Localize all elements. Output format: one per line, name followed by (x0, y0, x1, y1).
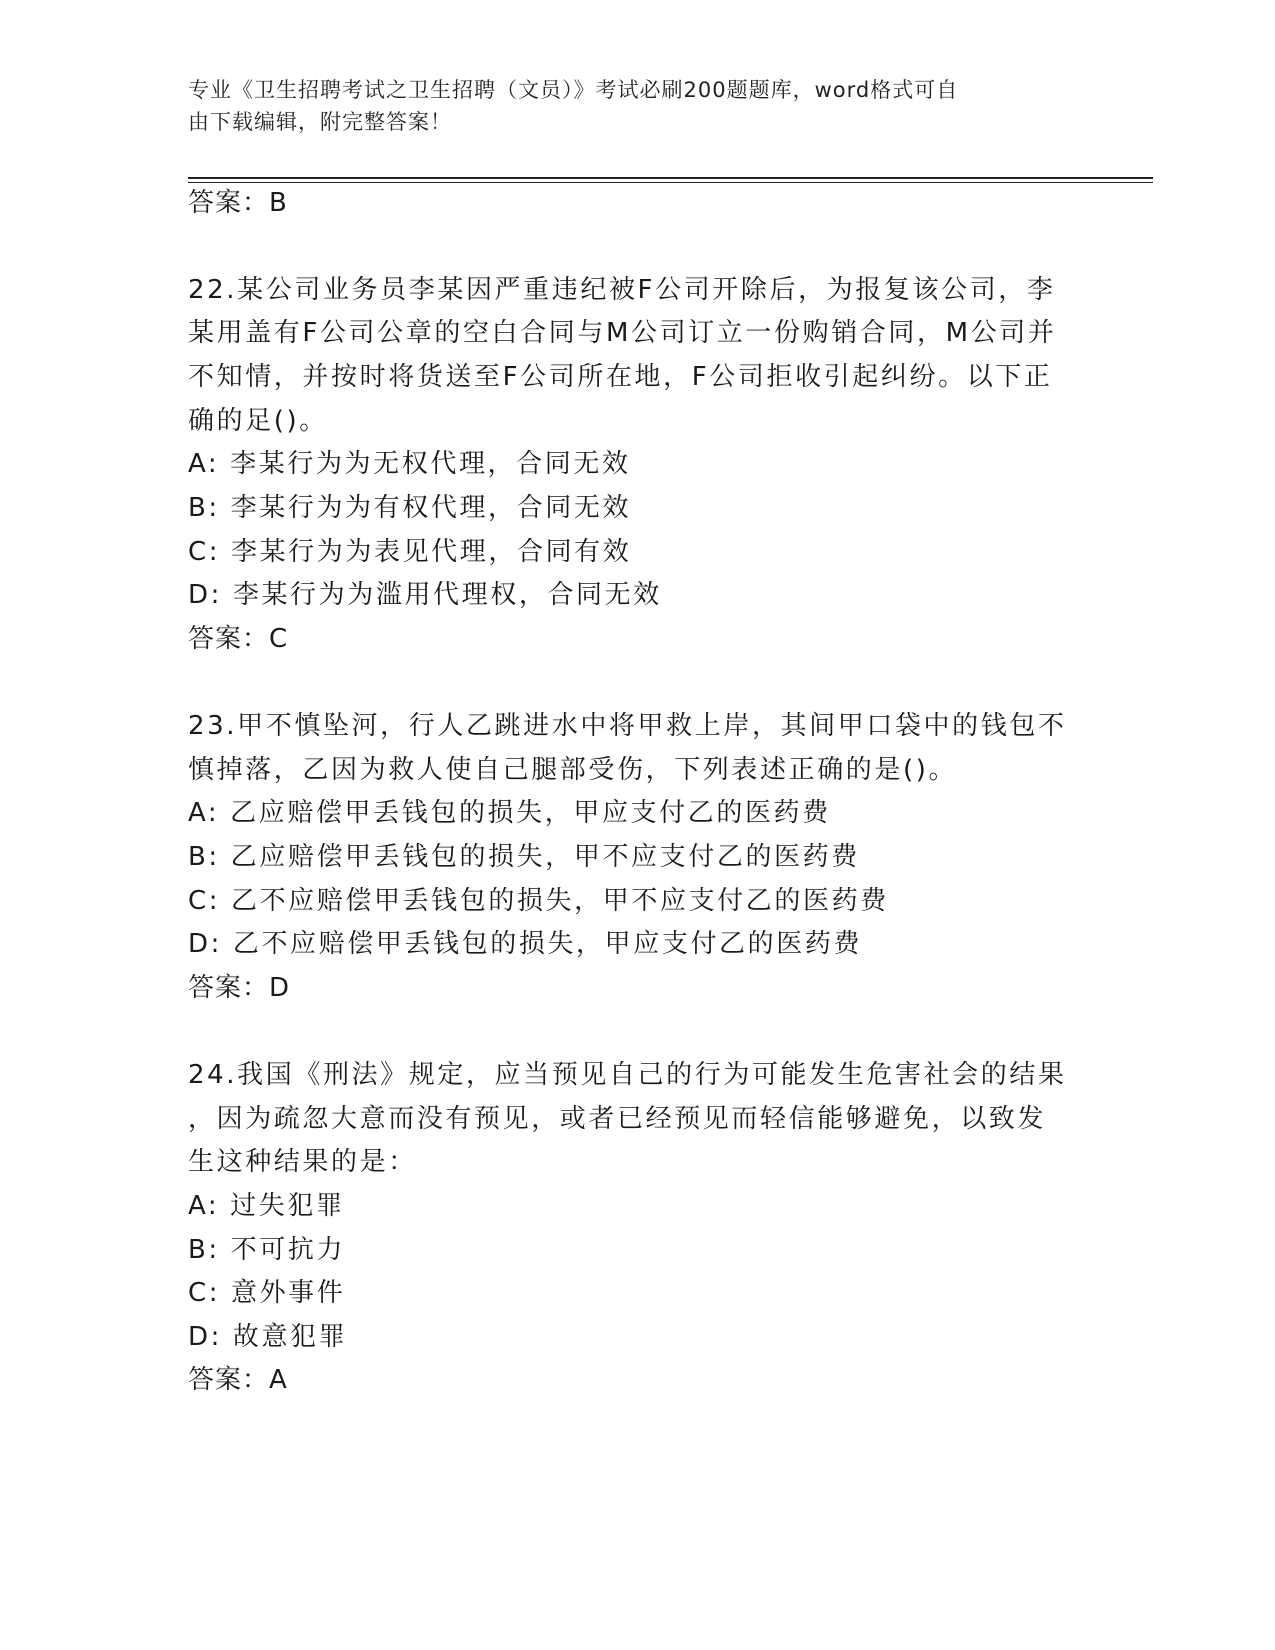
question-22-option-d: D: 李某行为为滥用代理权，合同无效 (188, 580, 662, 610)
header-divider-thick (188, 177, 1153, 179)
question-24-line-1: 24.我国《刑法》规定，应当预见自己的行为可能发生危害社会的结果 (188, 1060, 1067, 1090)
question-23-option-b: B: 乙应赔偿甲丢钱包的损失，甲不应支付乙的医药费 (188, 842, 860, 872)
question-24-option-b: B: 不可抗力 (188, 1235, 346, 1265)
question-22-option-b: B: 李某行为为有权代理，合同无效 (188, 493, 632, 523)
question-23-line-2: 慎掉落，乙因为救人使自己腿部受伤，下列表述正确的是()。 (188, 755, 958, 785)
question-24-answer: 答案：A (188, 1365, 288, 1395)
header-divider-thin (188, 182, 1153, 183)
question-24-option-c: C: 意外事件 (188, 1278, 346, 1308)
header-line-2: 由下载编辑，附完整答案！ (188, 110, 452, 134)
previous-answer: 答案：B (188, 188, 288, 218)
question-23-option-a: A: 乙应赔偿甲丢钱包的损失，甲应支付乙的医药费 (188, 798, 831, 828)
header-line-1: 专业《卫生招聘考试之卫生招聘（文员）》考试必刷200题题库，word格式可自 (188, 78, 959, 102)
question-23-option-d: D: 乙不应赔偿甲丢钱包的损失，甲应支付乙的医药费 (188, 929, 863, 959)
question-24-line-2: ，因为疏忽大意而没有预见，或者已经预见而轻信能够避免，以致发 (188, 1104, 1047, 1134)
question-22-option-c: C: 李某行为为表见代理，合同有效 (188, 537, 632, 567)
question-22-line-1: 22.某公司业务员李某因严重违纪被F公司开除后，为报复该公司，李 (188, 275, 1056, 305)
question-24-option-a: A: 过失犯罪 (188, 1191, 345, 1221)
question-23-line-1: 23.甲不慎坠河，行人乙跳进水中将甲救上岸，其间甲口袋中的钱包不 (188, 711, 1067, 741)
question-22-line-4: 确的足()。 (188, 406, 328, 436)
document-header (188, 74, 1088, 138)
question-22-answer: 答案：C (188, 624, 289, 654)
question-22-line-3: 不知情，并按时将货送至F公司所在地，F公司拒收引起纠纷。以下正 (188, 362, 1053, 392)
question-22-line-2: 某用盖有F公司公章的空白合同与M公司订立一份购销合同，M公司并 (188, 318, 1057, 348)
question-23-answer: 答案：D (188, 973, 291, 1003)
question-23-option-c: C: 乙不应赔偿甲丢钱包的损失，甲不应支付乙的医药费 (188, 886, 889, 916)
question-22-option-a: A: 李某行为为无权代理，合同无效 (188, 449, 631, 479)
question-24-line-3: 生这种结果的是： (188, 1147, 417, 1177)
question-24-option-d: D: 故意犯罪 (188, 1322, 348, 1352)
